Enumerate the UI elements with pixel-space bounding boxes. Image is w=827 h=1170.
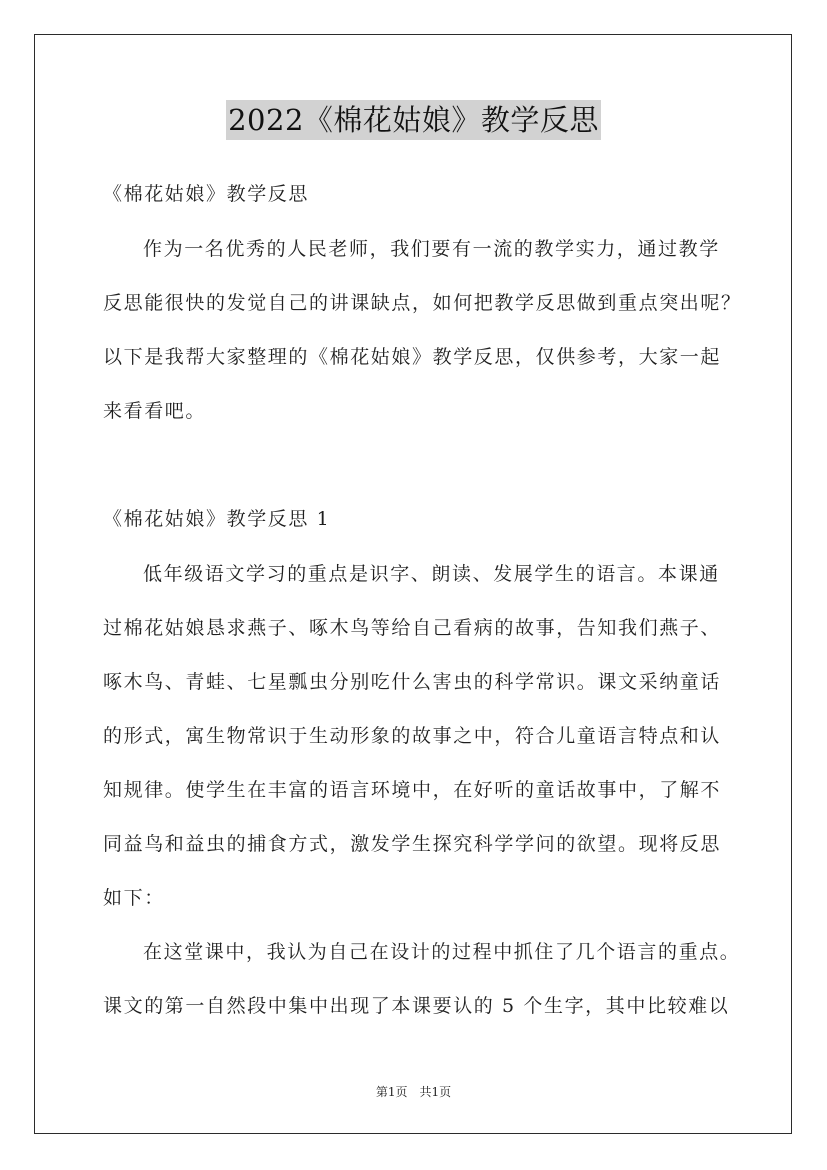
paragraph-line: 同益鸟和益虫的捕食方式，激发学生探究科学学问的欲望。现将反思: [103, 833, 722, 855]
title-container: [0, 100, 827, 140]
heading-line: 《棉花姑娘》教学反思: [103, 183, 310, 205]
paragraph-line: 课文的第一自然段中集中出现了本课要认的 5 个生字，其中比较难以: [103, 995, 730, 1017]
document-title: 2022《棉花姑娘》教学反思: [226, 100, 601, 140]
paragraph-line: 过棉花姑娘恳求燕子、啄木鸟等给自己看病的故事，告知我们燕子、: [103, 617, 722, 639]
paragraph-line: 作为一名优秀的人民老师，我们要有一流的教学实力，通过教学: [143, 238, 720, 260]
paragraph-line: 来看看吧。: [103, 400, 207, 422]
paragraph-line: 以下是我帮大家整理的《棉花姑娘》教学反思，仅供参考，大家一起: [103, 346, 722, 368]
paragraph-line: 知规律。使学生在丰富的语言环境中，在好听的童话故事中，了解不: [103, 779, 722, 801]
paragraph-line: 反思能很快的发觉自己的讲课缺点，如何把教学反思做到重点突出呢？: [103, 292, 742, 314]
paragraph-line: 低年级语文学习的重点是识字、朗读、发展学生的语言。本课通: [143, 563, 720, 585]
paragraph-line: 如下：: [103, 887, 165, 909]
paragraph-line: 在这堂课中，我认为自己在设计的过程中抓住了几个语言的重点。: [143, 941, 741, 963]
paragraph-line: 啄木鸟、青蛙、七星瓢虫分别吃什么害虫的科学常识。课文采纳童话: [103, 671, 722, 693]
paragraph-line: 的形式，寓生物常识于生动形象的故事之中，符合儿童语言特点和认: [103, 725, 722, 747]
page-footer: 第1页 共1页: [375, 1085, 452, 1099]
section-heading: 《棉花姑娘》教学反思 1: [103, 508, 331, 530]
